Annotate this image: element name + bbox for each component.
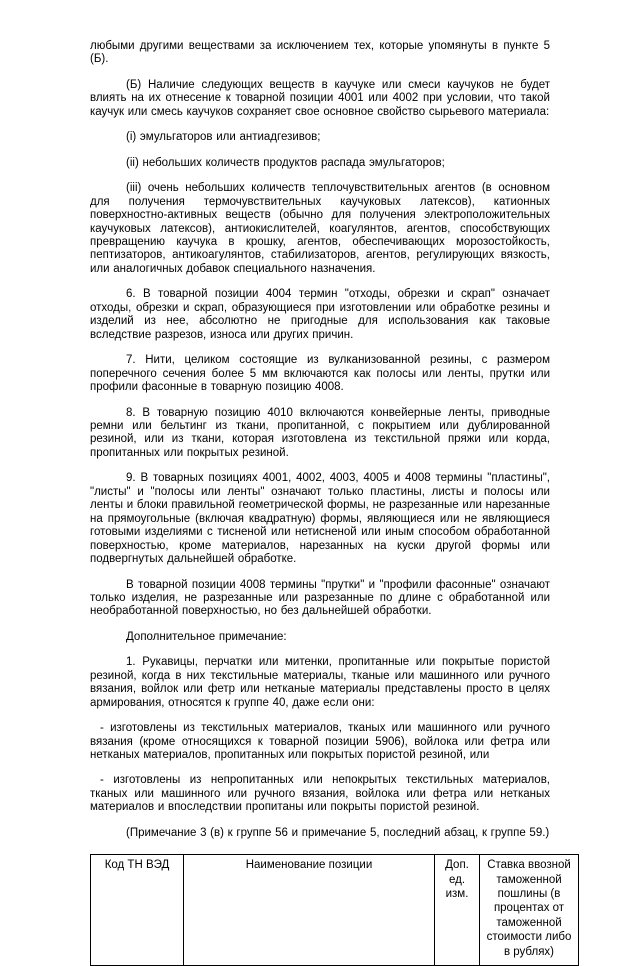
col-header-rate: Ставка ввозной таможенной пошлины (в процентах от таможенной стоимости либо в рублях) <box>480 855 579 966</box>
note-8: 8. В товарную позицию 4010 включаются конвейерные ленты, приводные ремни или бельтинг из ткани, пропитанной, с покрытием или дублированной резиной, или из ткани, которая изготовлена из текстильной пряжи или корда, пропитанных или покрытых резиной. <box>90 406 550 459</box>
item-iii: (iii) очень небольших количеств теплочувствительных агентов (в основном для получения термочувствительных каучуковых латексов), катионных поверхностно-активных веществ (обычно для получения электроположительных каучуковых латексов), антиокислителей, коагулянтов, агентов, способствующих превращению каучука в крошку, агентов, обеспечивающих морозостойкость, пептизаторов, антикоагулянтов, стабилизаторов, агентов, регулирующих вязкость, или аналогичных добавок специального назначения. <box>90 182 550 275</box>
col-header-unit: Доп. ед. изм. <box>435 855 480 966</box>
paragraph-b: (Б) Наличие следующих веществ в каучуке или смеси каучуков не будет влиять на их отнесение к товарной позиции 4001 или 4002 при условии, что такой каучук или смесь каучуков сохраняет свое основное свойство сырьевого материала: <box>90 78 550 118</box>
note-6: 6. В товарной позиции 4004 термин "отходы, обрезки и скрап" означает отходы, обрезки и скрап, образующиеся при изготовлении или обработке резины и изделий из нее, абсолютно не пригодные для использования как таковые вследствие разрезов, износа или других причин. <box>90 288 550 341</box>
bullet-unimpregnated-materials: - изготовлены из непропитанных или непокрытых текстильных материалов, тканых или машинного или ручного вязания, войлока или фетра или нетканых материалов и впоследствии пропитаны или покрыты пористой резиной. <box>90 774 550 814</box>
note-9: 9. В товарных позициях 4001, 4002, 4003, 4005 и 4008 термины "пластины", "листы" и "полосы или ленты" означают только пластины, листы и полосы или ленты и блоки правильной геометрической формы, не разрезанные или нарезанные на прямоугольные (включая квадратную) формы, являющиеся или не являющиеся готовыми изделиями с тисненой или нетисненой или иным способом обработанной поверхностью, кроме материалов, нарезанных на куски другой формы или подвергнутых дальнейшей обработке. <box>90 472 550 566</box>
paragraph-continuation: любыми другими веществами за исключением тех, которые упомянуты в пункте 5 (Б). <box>90 40 550 66</box>
tariff-table <box>90 854 579 966</box>
bullet-textile-materials: - изготовлены из текстильных материалов, тканых или машинного или ручного вязания (кроме относящихся к товарной позиции 5906), войлока или фетра или нетканых материалов, пропитанных или покрытых пористой резиной, или <box>90 722 550 762</box>
note-7: 7. Нити, целиком состоящие из вулканизованной резины, с размером поперечного сечения более 5 мм включаются как полосы или ленты, прутки или профили фасонные в товарную позицию 4008. <box>90 354 550 394</box>
item-i: (i) эмульгаторов или антиадгезивов; <box>126 131 321 144</box>
col-header-name: Наименование позиции <box>184 855 435 966</box>
additional-note-1: 1. Рукавицы, перчатки или митенки, пропитанные или покрытые пористой резиной, когда в них текстильные материалы, тканые или машинного или ручного вязания, войлок или фетр или нетканые материалы представлены просто в целях армирования, относятся к группе 40, даже если они: <box>90 656 550 709</box>
additional-note-heading: Дополнительное примечание: <box>126 630 287 643</box>
col-header-code: Код ТН ВЭД <box>91 855 184 966</box>
note-9-continued: В товарной позиции 4008 термины "прутки" и "профили фасонные" означают только изделия, не разрезанные или разрезанные по длине с обработанной или необработанной поверхностью, но без дальнейшей обработки. <box>90 578 550 618</box>
tariff-table-header-row <box>91 855 579 966</box>
reference-note: (Примечание 3 (в) к группе 56 и примечание 5, последний абзац, к группе 59.) <box>126 826 550 839</box>
item-ii: (ii) небольших количеств продуктов распада эмульгаторов; <box>126 156 445 169</box>
